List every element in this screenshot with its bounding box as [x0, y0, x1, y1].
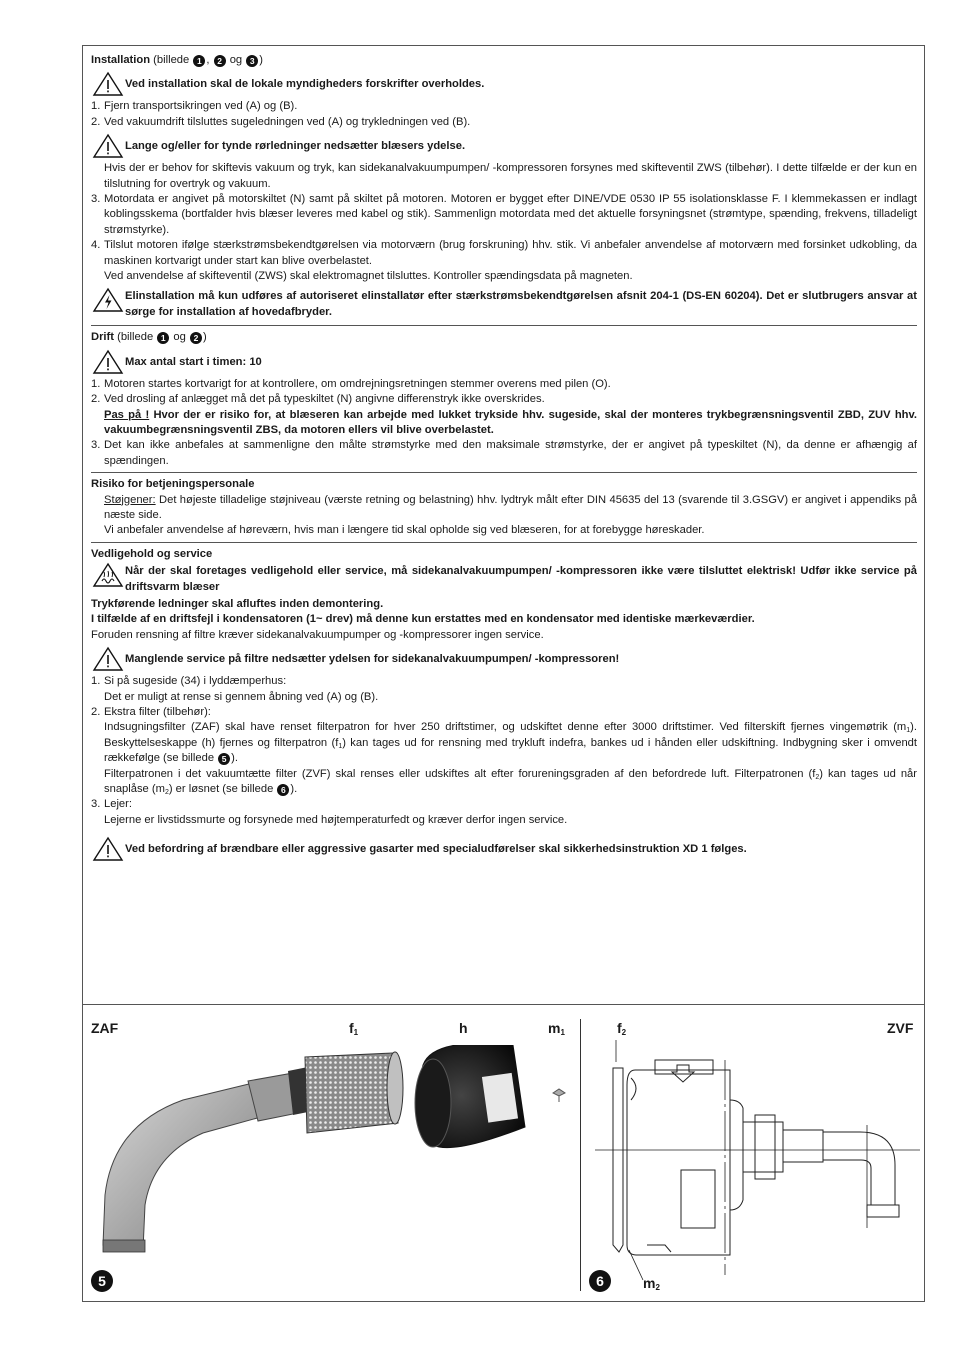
figure-badge: 3: [246, 55, 258, 67]
noise-paragraph: Støjgener: Det højeste tilladelige støjniveau (værste retning og belastning) hhv. lydtryk målt efter DIN 45635 del 13 (svarende til 3.GSGV) er angivet i appendiks på næste side.: [104, 493, 918, 521]
warning-text: Ved installation skal de lokale myndigheders forskrifter overholdes.: [125, 78, 485, 91]
risk-section: [91, 477, 917, 543]
warning-text: Max antal start i timen: 10: [125, 355, 262, 368]
list-item: 3. Lejer:: [91, 798, 132, 811]
figure-number-5: 5: [91, 1270, 113, 1292]
document-frame: [82, 45, 925, 1302]
f2-label: $f_2$: [617, 1020, 627, 1037]
warning-box: [91, 646, 917, 672]
warning-triangle-icon: [91, 836, 125, 862]
figure-panel: [83, 1004, 924, 1302]
warning-text: Når der skal foretages vedligehold eller service, må sidekanalvakuumpumpen/ -kompressoren ikke være tilsluttet elektrisk! Udfør ikke service på driftsvarm blæser: [125, 565, 917, 593]
risk-title: Risiko for betjeningspersonale: [91, 478, 255, 491]
note-paragraph: Hvis der er behov for skiftevis vakuum og tryk, kan sidekanalvakuumpumpen/ -kompressoren forsynes med skifteventil ZWS (tilbehør). I dette tilfælde er der kun en tilslutning for overtryk og vakuum.: [104, 162, 917, 190]
installation-section: [91, 53, 917, 326]
warning-box: [91, 836, 917, 862]
service-title: Vedligehold og service: [91, 547, 213, 560]
figure-divider: [580, 1019, 581, 1291]
figure-badge: 2: [214, 55, 226, 67]
figure-badge: 1: [193, 55, 205, 67]
hot-surface-warning-icon: [91, 562, 125, 588]
list-item: 2. Ved vakuumdrift tilsluttes sugeledningen ved (A) og trykledningen ved (B).: [91, 115, 471, 128]
zvf-paragraph: Filterpatronen i det vakuumtætte filter (ZVF) skal renses eller udskiftes alt efter forureningsgraden af den befordrede luft. Filterpatronen $(f_2)$ kan tages ud når snaplåse $(m_2)$ er løsnet (se billede 6 ).: [104, 767, 917, 797]
service-note: Foruden rensning af filtre kræver sidekanalvakuumpumper og -kompressorer ingen service.: [91, 628, 544, 641]
figure-number-6: 6: [589, 1270, 611, 1292]
drift-title: Drift (billede 1 og 2 ): [91, 331, 207, 344]
warning-text: Lange og/eller for tynde rørledninger nedsætter blæsers ydelse.: [125, 140, 466, 153]
list-item: 2. Ved drosling af anlægget må det på typeskiltet (N) angivne differenstryk ikke overskrides.: [91, 393, 545, 406]
m1-label: $m_1$: [548, 1020, 565, 1037]
figure-badge: 2: [190, 332, 202, 344]
h-label: h: [459, 1020, 468, 1036]
caution-paragraph: Pas på ! Hvor der er risiko for, at blæseren kan arbejde med lukket trykside hhv. sugeside, skal der monteres trykbegrænsningsventil ZBD, ZUV hhv. vakuumbegrænsningsventil ZBS, da motoren ellers vil blive overbelastet.: [104, 408, 918, 436]
warning-box: [91, 71, 917, 97]
figure-badge: 5: [218, 753, 230, 765]
zaf-filter-illustration: [93, 1045, 573, 1265]
m2-label: $m_2$: [643, 1275, 660, 1292]
figure-badge: 1: [157, 332, 169, 344]
list-item: 1. Motoren startes kortvarigt for at kontrollere, om omdrejningsretningen stemmer overens med pilen (O).: [91, 377, 611, 390]
list-item: 3. Det kan ikke anbefales at sammenligne den målte strømstyrke med den maksimale strømstyrke, der er angivet på typeskiltet (N), da denne er afhængig af spændingen.: [91, 439, 917, 467]
warning-triangle-icon: [91, 133, 125, 159]
electrical-warning-box: [91, 287, 917, 320]
list-item: 4. Tilslut motoren ifølge stærkstrømsbekendtgørelsen via motorværn (brug forskruning) hhv. stik. Vi anbefaler anvendelse af motorværn med forsinket udkobling, da maskinen kortvarigt under start kan blive overbelastet.: [91, 239, 917, 267]
bold-note: I tilfælde af en driftsfejl i kondensatoren (1~ drev) må denne kun erstattes med en kondensator med identiske mærkeværdier.: [91, 613, 755, 626]
warning-text: Manglende service på filtre nedsætter ydelsen for sidekanalvakuumpumpen/ -kompressoren!: [125, 653, 620, 666]
warning-text: Elinstallation må kun udføres af autoriseret elinstallatør efter stærkstrømsbekendtgørelsen afsnit 204-1 (DS-EN 60204). Det er slutbrugers ansvar at sørge for installation af hovedafbryder.: [125, 290, 917, 318]
zaf-paragraph: Indsugningsfilter (ZAF) skal have renset filterpatron for hver 250 driftstimer, og udskiftet denne efter 3000 driftstimer. Ved filterskift fjernes vingemøtrik $(m_1)$. Beskyttelseskappe (h) fjernes og filterpatron $(f_1)$ kan tages ud for rensning med trykluft indefra, bankes ud i hånden eller udskiftning. Indbygning sker i omvendt rækkefølge (se billede 5 ).: [104, 721, 918, 765]
list-item: 1. Fjern transportsikringen ved (A) og (B).: [91, 100, 298, 113]
advice-paragraph: Vi anbefaler anvendelse af høreværn, hvis man i længere tid skal opholde sig ved blæseren, for at forebygge høreskader.: [104, 524, 705, 537]
instruction-text: [91, 53, 917, 871]
zvf-label: ZVF: [887, 1020, 914, 1036]
note-paragraph: Ved anvendelse af skifteventil (ZWS) skal elektromagnet tilsluttes. Kontroller spændingsdata på magneten.: [104, 270, 633, 283]
drift-section: [91, 330, 917, 473]
warning-box: [91, 349, 917, 375]
warning-text: Ved befordring af brændbare eller aggressive gasarter med specialudførelser skal sikkerhedsinstruktion XD 1 følges.: [125, 843, 747, 856]
warning-triangle-icon: [91, 646, 125, 672]
service-section: Vedligehold og service Når der skal foretages vedligehold eller service, må sidekanalvakuumpumpen/ -kompressoren ikke være tilsluttet elektrisk! Udfør ikke service på driftsvarm blæser Trykførende ledninger skal afluftes inden demontering. I tilfælde af en driftsfejl i kondensatoren (1~ drev) må denne kun erstattes med en kondensator med identiske mærkeværdier. Foruden rensning af filtre kræver sidekanalvakuumpumper og -kompressorer ingen service. Manglende service på filtre nedsætter ydelsen for sidekanalvakuumpumpen/ -kompressoren! 1. Si på sugeside (34) i lyddæmperhus: Det er muligt at rense si gennem åbning ved (A) og (B). 2. Ekstra filter (tilbehør): Indsugningsfilter (ZAF) skal have renset filterpatron for hver 250 driftstimer, og udskiftet denne efter 3000 driftstimer. Ved filterskift fjernes vingemøtrik $(m_1)$. Beskyttelseskappe (h) fjernes og filterpatron $(f_1)$ kan tages ud for rensning med trykluft indefra, bankes ud i hånden eller udskiftning. Indbygning sker i omvendt rækkefølge (se billede 5 ). Filterpatronen i det vakuumtætte filter (ZVF) skal renses eller udskiftes alt efter forureningsgraden af den befordrede luft. Filterpatronen $(f_2)$ kan tages ud når snaplåse $(m_2)$ er løsnet (se billede 6 ). 3. Lejer: Lejerne er livstidssmurte og forsynede med højtemperaturfedt og kræver derfor ingen service. Ved befordring af brændbare eller aggressive gasarter med specialudførelser skal sikkerhedsinstruktion XD 1 følges.: [91, 547, 917, 868]
list-item: 3. Motordata er angivet på motorskiltet (N) samt på skiltet på motoren. Motoren er bygget efter DINE/VDE 0530 IP 55 isolationsklasse F. I klemmekassen er indlagt koblingsskema (bortfalder hvis blæser leveres med kabel og stik). Sammenlign motordata med det aktuelle forsyningsnet (strømtype, spænding, frekvens, tilladeligt strømstyrke).: [91, 193, 917, 236]
f1-label: $f_1$: [349, 1020, 359, 1037]
list-item: 2. Ekstra filter (tilbehør):: [91, 706, 211, 718]
warning-box: [91, 133, 917, 159]
warning-triangle-icon: [91, 71, 125, 97]
electric-hazard-icon: [91, 287, 125, 313]
bold-note: Trykførende ledninger skal afluftes inden demontering.: [91, 597, 384, 610]
figure-badge: 6: [277, 784, 289, 796]
zaf-label: ZAF: [91, 1020, 119, 1036]
zvf-filter-drawing: [595, 1040, 920, 1290]
list-item: 1. Si på sugeside (34) i lyddæmperhus:: [91, 675, 287, 688]
warning-triangle-icon: [91, 349, 125, 375]
service-warning-box: [91, 562, 917, 595]
installation-title: Installation (billede 1 , 2 og 3 ): [91, 54, 263, 66]
